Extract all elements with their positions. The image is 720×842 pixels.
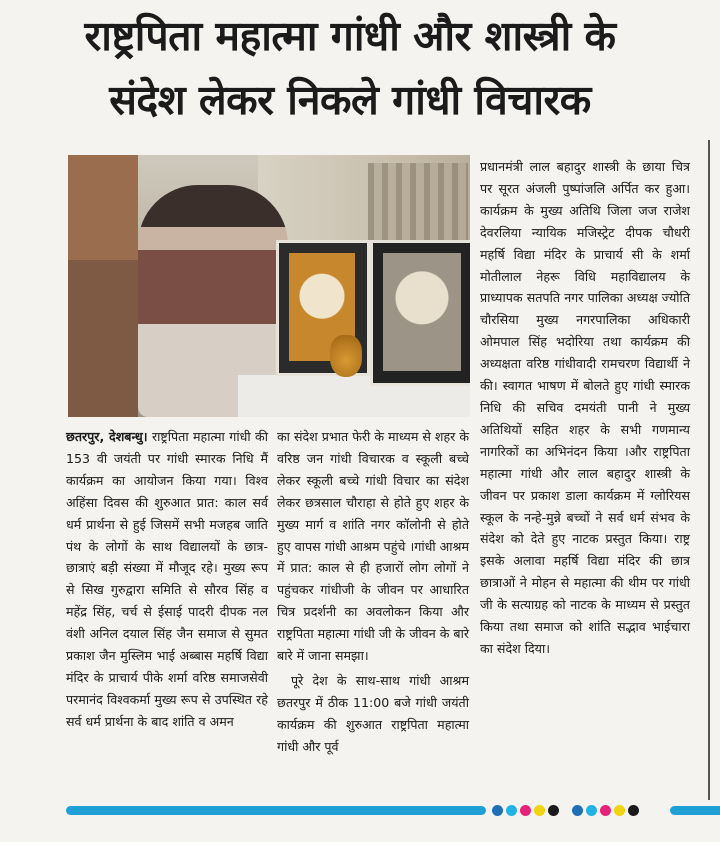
column-2-paragraph-2: पूरे देश के साथ-साथ गांधी आश्रम छतरपुर में ठीक 11:00 बजे गांधी जयंती कार्यक्रम की शुरुआत राष्ट्रपिता महात्मा गांधी और पूर्व bbox=[277, 672, 469, 754]
column-divider bbox=[708, 140, 710, 800]
footer-dot bbox=[520, 805, 531, 816]
footer-dot bbox=[506, 805, 517, 816]
footer-dot bbox=[572, 805, 583, 816]
footer-dot bbox=[600, 805, 611, 816]
article-column-2 bbox=[277, 426, 469, 758]
news-photo bbox=[68, 155, 470, 417]
column-1-text: राष्ट्रपिता महात्मा गांधी की 153 वी जयंती पर गांधी स्मारक निधि मैं कार्यक्रम का आयोजन किया गया। विश्व अहिंसा दिवस की शुरुआत प्रात: काल सर्व धर्म प्रार्थना से हुई जिसमें सभी मजहब जाति पंथ के लोगों के साथ विद्यालयों के छात्र-छात्राएं बड़ी संख्या में मौजूद रहे। मुख्य रूप से सिख गुरुद्वारा समिति से सौरव सिंह व महेंद्र सिंह, चर्च से ईसाई पादरी दीपक नल वंशी अनिल दयाल सिंह जैन समाज से सुमत प्रकाश जैन मुस्लिम भाई अब्बास महर्षि विद्या मंदिर के प्राचार्य पीके शर्मा वरिष्ठ समाजसेवी परमानंद विश्वकर्मा मुख्य रूप से उपस्थित रहे सर्व धर्म प्रार्थना के बाद शांति व अमन bbox=[66, 429, 268, 729]
footer-dot bbox=[614, 805, 625, 816]
footer-blue-bar bbox=[66, 806, 486, 815]
article-column-3 bbox=[480, 156, 690, 660]
footer-color-dots bbox=[492, 804, 667, 817]
footer-dot bbox=[628, 805, 639, 816]
column-2-paragraph-1: का संदेश प्रभात फेरी के माध्यम से शहर के वरिष्ठ जन गांधी विचारक व स्कूली बच्चे लेकर स्कूली बच्चे गांधी विचार का संदेश लेकर छत्रसाल चौराहा से होते हुए शहर के मुख्य मार्ग व शांति नगर कॉलोनी से होते हुए वापस गांधी आश्रम पहुंचे ।गांधी आश्रम में प्रात: काल से ही हजारों लोग लोगों ने पहुंचकर गांधीजी के जीवन पर आधारित चित्र प्रदर्शनी का अवलोकन किया और राष्ट्रपिता महात्मा गांधी जी के जीवन के बारे बारे में जाना समझा। bbox=[277, 429, 469, 664]
portrait-frame-gandhi bbox=[370, 240, 470, 386]
footer-dot bbox=[534, 805, 545, 816]
photo-pot bbox=[330, 335, 362, 377]
footer-dot bbox=[548, 805, 559, 816]
column-3-text: प्रधानमंत्री लाल बहादुर शास्त्री के छाया चित्र पर सूरत अंजली पुष्पांजलि अर्पित कर हुआ। कार्यक्रम के मुख्य अतिथि जिला जज राजेश देवरलिया न्यायिक मजिस्ट्रेट दीपक चौधरी महर्षि विद्या मंदिर के प्राचार्य सी के शर्मा मोतीलाल नेहरू विधि महाविद्यालय के प्राध्यापक सतपति नगर पालिका अध्यक्ष ज्योति चौरसिया मुख्य नगरपालिका अधिकारी ओमपाल सिंह भदोरिया तथा कार्यक्रम की अध्यक्षता वरिष्ठ गांधीवादी रामचरण विद्यार्थी ने की। स्वागत भाषण में बोलते हुए गांधी स्मारक निधि की सचिव दमयंती पानी ने मुख्य अतिथियों सहित शहर के सभी गणमान्य नागरिकों का अभिनंदन किया ।और राष्ट्रपिता महात्मा गांधी और लाल बहादुर शास्त्री के जीवन पर प्रकाश डाला कार्यक्रम में ग्लोरियस स्कूल के नन्हे-मुन्ने बच्चों ने सर्व धर्म संभव के संदेश को देते हुए नाटक प्रस्तुत किया। राष्ट्र इसके अलावा महर्षि विद्या मंदिर की छात्र छात्राओं ने मोहन से महात्मा की थीम पर गांधी जी के सत्याग्रह को नाटक के माध्यम से प्रस्तुत किया तथा समाज को शांति सद्भाव भाईचारा का संदेश दिया। bbox=[480, 159, 690, 656]
headline bbox=[0, 4, 700, 132]
headline-line-1: राष्ट्रपिता महात्मा गांधी और शास्त्री के bbox=[84, 12, 616, 60]
footer-blue-bar-right bbox=[670, 806, 720, 815]
photo-person-left bbox=[68, 155, 138, 417]
footer-dot bbox=[492, 805, 503, 816]
article-column-1 bbox=[66, 426, 268, 733]
headline-line-2: संदेश लेकर निकले गांधी विचारक bbox=[109, 76, 591, 124]
footer-dot bbox=[586, 805, 597, 816]
dateline: छतरपुर, देशबन्धु। bbox=[66, 429, 148, 444]
